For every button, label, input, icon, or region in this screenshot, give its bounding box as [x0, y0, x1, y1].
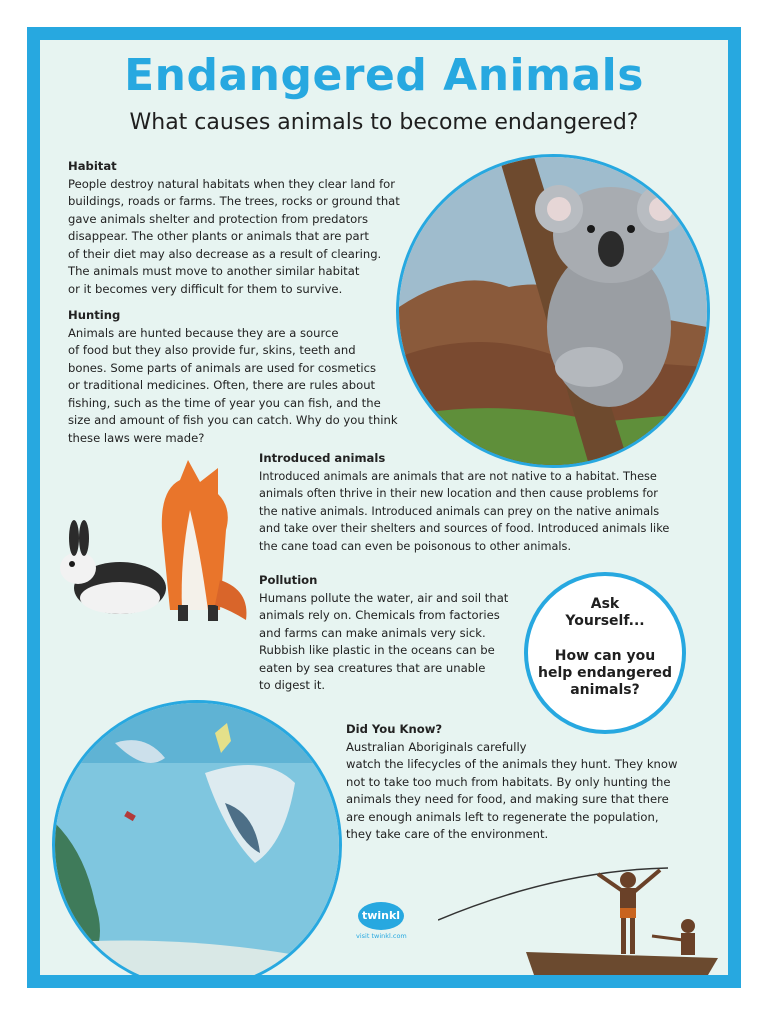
introduced-animals-section: [259, 450, 719, 555]
did-you-know-line: watch the lifecycles of the animals they hunt. They know: [346, 757, 678, 771]
habitat-line: or it becomes very difficult for them to survive.: [68, 281, 343, 296]
habitat-heading: Habitat: [68, 159, 117, 173]
pollution-heading: Pollution: [259, 573, 318, 587]
hunting-heading: Hunting: [68, 308, 121, 322]
pollution-line: Rubbish like plastic in the oceans can be: [259, 643, 495, 657]
pollution-line: Humans pollute the water, air and soil that: [259, 590, 509, 605]
did-you-know-line: animals they need for food, and making sure that there: [346, 792, 669, 806]
did-you-know-heading: Did You Know?: [346, 722, 443, 736]
fox-and-rabbit-icon: [50, 460, 256, 626]
page-title: Endangered Animals: [124, 50, 644, 101]
habitat-line: disappear. The other plants or animals that are part: [68, 229, 369, 243]
pollution-line: animals rely on. Chemicals from factories: [259, 608, 500, 622]
pollution-line: eaten by sea creatures that are unable: [259, 660, 486, 675]
habitat-line: People destroy natural habitats when they clear land for: [68, 176, 396, 191]
hunting-line: Animals are hunted because they are a source: [68, 325, 339, 340]
plastic-ocean-icon: [55, 703, 339, 975]
twinkl-logo[interactable]: twinkl: [358, 902, 404, 930]
introduced-line: the cane toad can even be poisonous to other animals.: [259, 539, 572, 553]
habitat-line: buildings, roads or farms. The trees, rocks or ground that: [68, 194, 400, 208]
hunting-line: of food but they also provide fur, skins, teeth and: [68, 343, 356, 357]
introduced-line: and take over their shelters and sources of food. Introduced animals like: [259, 522, 670, 535]
pollution-line: and farms can make animals very sick.: [259, 625, 486, 640]
ask-question: How can you help endangered animals?: [538, 648, 672, 698]
koala-icon: [399, 157, 707, 465]
ocean-pollution-illustration: [52, 700, 342, 975]
hunting-line: size and amount of fish you can catch. Why do you think: [68, 413, 398, 427]
introduced-line: Introduced animals are animals that are not native to a habitat. These: [259, 469, 657, 483]
habitat-line: gave animals shelter and protection from predators: [68, 211, 369, 226]
ask-title-line2: Yourself...: [565, 613, 645, 629]
introduced-line: animals often thrive in their new location and then cause problems for: [259, 487, 658, 500]
aboriginal-hunters-icon: [438, 840, 728, 975]
page-subtitle: What causes animals to become endangered?: [129, 110, 639, 135]
twinkl-url[interactable]: visit twinkl.com: [356, 932, 407, 940]
hunting-line: fishing, such as the time of year you can fish, and the: [68, 395, 381, 410]
did-you-know-line: Australian Aboriginals carefully: [346, 739, 527, 754]
did-you-know-line: not to take too much from habitats. By only hunting the: [346, 774, 671, 789]
hunting-line: these laws were made?: [68, 430, 205, 445]
did-you-know-line: they take care of the environment.: [346, 827, 549, 841]
ask-title-line1: Ask: [590, 596, 620, 612]
introduced-heading: Introduced animals: [259, 451, 386, 465]
did-you-know-section: [346, 721, 721, 844]
ask-yourself-callout: [524, 572, 686, 734]
poster-panel: [40, 40, 728, 975]
did-you-know-line: are enough animals left to regenerate the population,: [346, 809, 659, 824]
habitat-line: of their diet may also decrease as a result of clearing.: [68, 246, 382, 261]
introduced-line: the native animals. Introduced animals can prey on the native animals: [259, 504, 660, 518]
hunting-section: [68, 307, 398, 447]
hunting-line: or traditional medicines. Often, there are rules about: [68, 378, 376, 392]
koala-illustration: [396, 154, 710, 468]
hunting-line: bones. Some parts of animals are used for cosmetics: [68, 360, 377, 375]
pollution-section: [259, 572, 521, 695]
habitat-section: [68, 158, 408, 298]
pollution-line: to digest it.: [259, 678, 326, 692]
habitat-line: The animals must move to another similar habitat: [68, 264, 360, 278]
